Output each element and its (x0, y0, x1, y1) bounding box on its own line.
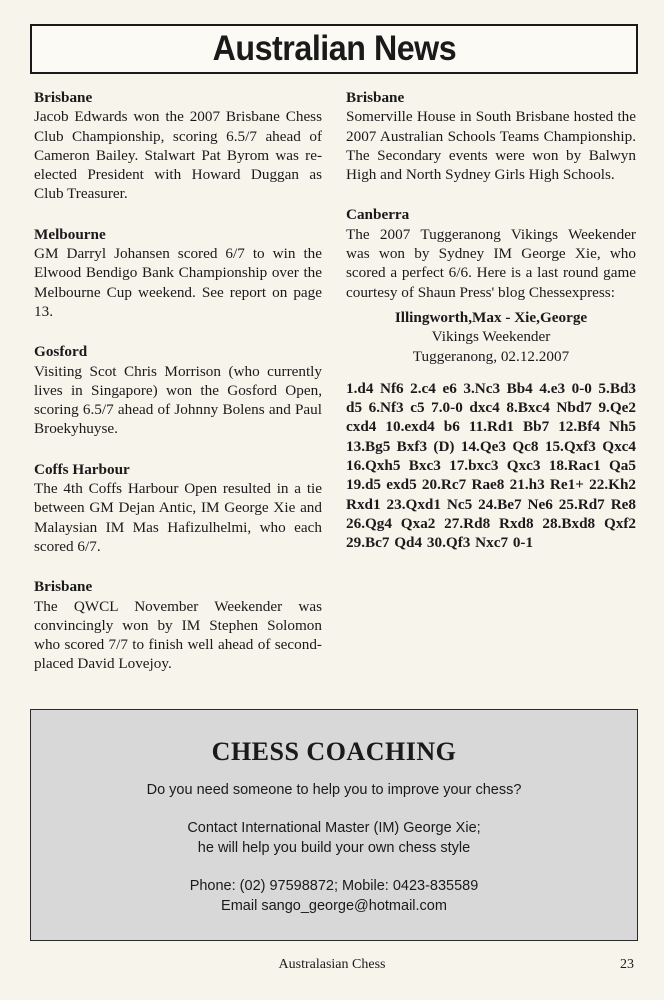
news-place: Brisbane (34, 89, 93, 106)
game-header (346, 308, 636, 366)
ad-email: Email sango_george@hotmail.com (221, 898, 447, 914)
chess-coaching-ad (30, 709, 638, 941)
news-text: Jacob Edwards won the 2007 Brisbane Chess Club Championship, scoring 6.5/7 ahead of Cameron Bailey. Stalwart Pat Byrom was re-elected President with Howard Duggan as Club Treasurer. (34, 108, 322, 203)
news-place: Coffs Harbour (34, 460, 130, 478)
news-text: The 2007 Tuggeranong Vikings Weekender was won by Sydney IM George Xie, who scored a perfect 6/6. Here is a last round game courtesy of Shaun Press' blog Chessexpress: (346, 225, 636, 301)
news-place: Melbourne (34, 225, 106, 243)
magazine-name: Australasian Chess (278, 957, 386, 972)
news-item-coffs-harbour (34, 460, 322, 556)
game-players: Illingworth,Max - Xie,George (394, 308, 588, 326)
news-place: Canberra (346, 206, 410, 224)
news-text: Somerville House in South Brisbane hosted the 2007 Australian Schools Teams Championship. The Secondary events were won by Balwyn High and North Sydney Girls High Schools. (346, 108, 636, 184)
news-item-brisbane-schools (346, 88, 636, 184)
ad-contact-line-1: Contact International Master (IM) George Xie; (187, 820, 481, 836)
news-item-brisbane-1 (34, 88, 322, 204)
news-text: The QWCL November Weekender was convincingly won by IM Stephen Solomon who scored 7/7 to finish well ahead of second-placed David Lovejoy. (34, 597, 322, 673)
news-item-canberra (346, 205, 636, 552)
game-moves: 1.d4 Nf6 2.c4 e6 3.Nc3 Bb4 4.e3 0-0 5.Bd3 d5 6.Nf3 c5 7.0-0 dxc4 8.Bxc4 Nbd7 9.Qe2 cxd4 10.exd4 b6 11.Rd1 Bb7 12.Bf4 Nh5 13.Bg5 Bxf3 (D) 14.Qe3 Qc8 15.Qxf3 Qxc4 16.Qxh5 Bxc3 17.bxc3 Qxc3 18.Rac1 Qa5 19.d5 exd5 20.Rc7 Rae8 21.h3 Re1+ 22.Kh2 Rxd1 23.Qxd1 Nc5 24.Be7 Ne6 25.Rd7 Re8 26.Qg4 Qxa2 27.Rd8 Rxd8 28.Bxd8 Qxf2 29.Bc7 Qd4 30.Qf3 Nxc7 0-1 (346, 379, 636, 552)
news-place: Gosford (34, 343, 88, 361)
page-title: Australian News (212, 29, 456, 68)
news-text: The 4th Coffs Harbour Open resulted in a tie between GM Dejan Antic, IM George Xie and Malaysian IM Mas Hafizulhelmi, who each scored 6/7. (34, 480, 322, 555)
news-place: Brisbane (346, 89, 405, 106)
ad-title: CHESS COACHING (211, 737, 457, 766)
ad-contact-line-2: he will help you build your own chess style (197, 840, 471, 856)
page-number: 23 (620, 957, 634, 972)
ad-phone: Phone: (02) 97598872; Mobile: 0423-835589 (189, 878, 479, 894)
news-item-brisbane-2 (34, 577, 322, 673)
left-column (34, 88, 322, 695)
ad-question: Do you need someone to help you to improve your chess? (146, 782, 522, 798)
game-event: Vikings Weekender (431, 328, 551, 346)
news-text: GM Darryl Johansen scored 6/7 to win the Elwood Bendigo Bank Championship over the Melbourne Cup weekend. See report on page 13. (34, 245, 322, 320)
news-text: Visiting Scot Chris Morrison (who currently lives in Singapore) won the Gosford Open, scoring 6.5/7 ahead of Johnny Bolens and Paul Broekyhuyse. (34, 362, 322, 438)
news-item-melbourne (34, 225, 322, 321)
game-site-date: Tuggeranong, 02.12.2007 (412, 347, 570, 365)
right-column (346, 88, 636, 574)
news-item-gosford (34, 342, 322, 438)
news-place: Brisbane (34, 578, 93, 596)
title-box (30, 24, 638, 74)
